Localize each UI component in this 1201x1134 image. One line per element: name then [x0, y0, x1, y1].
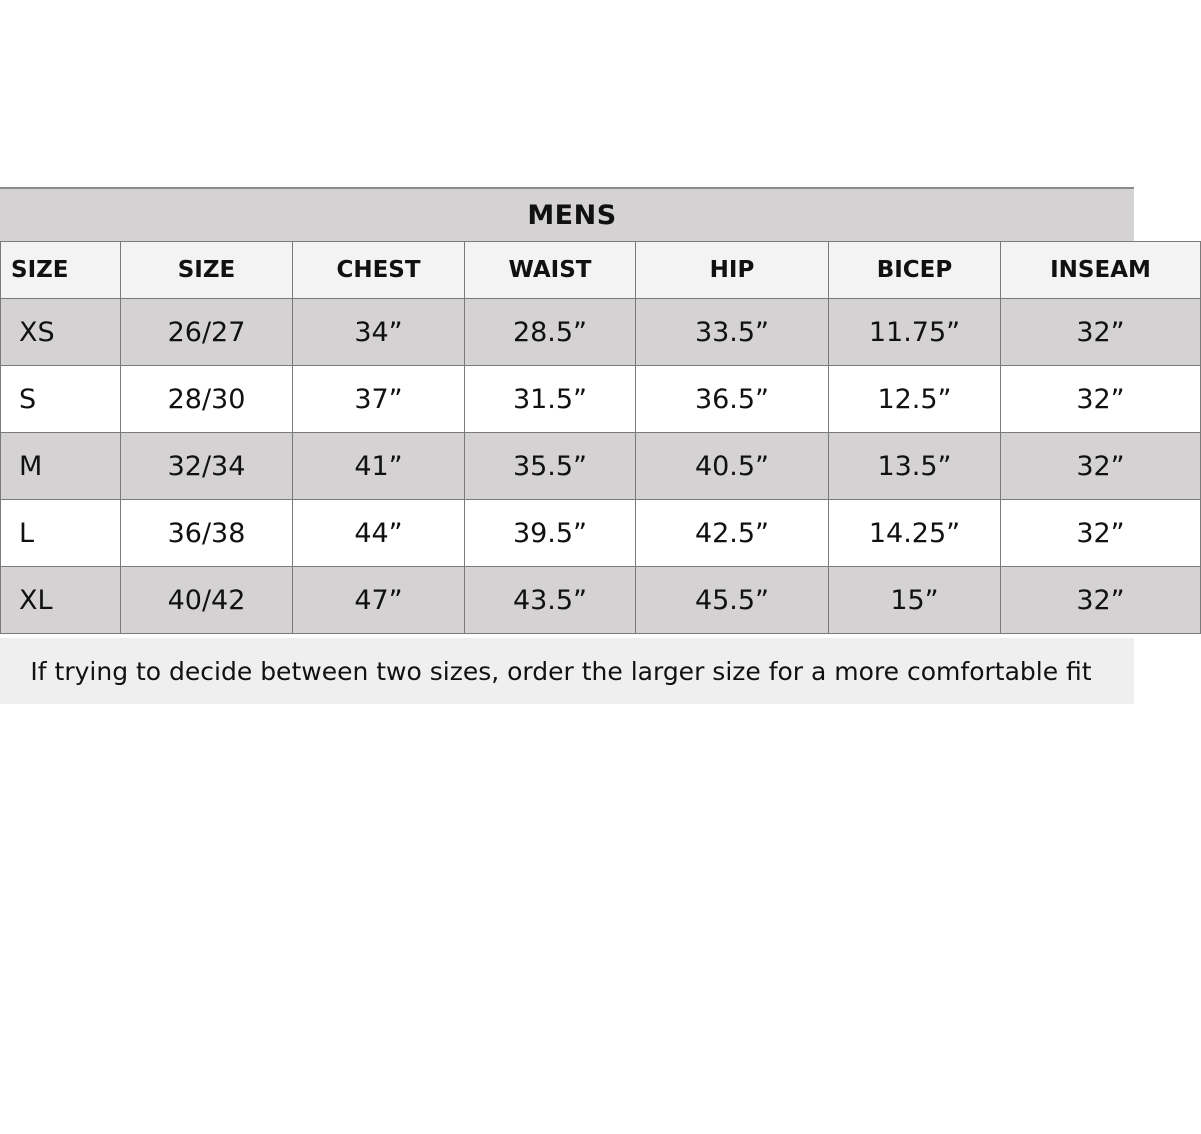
chart-title: MENS	[527, 199, 617, 231]
cell-chest: 37”	[293, 366, 465, 433]
cell-inseam: 32”	[1001, 366, 1201, 433]
cell-inseam: 32”	[1001, 433, 1201, 500]
cell-waist: 31.5”	[465, 366, 636, 433]
cell-size-numeric: 36/38	[121, 500, 293, 567]
header-bicep: BICEP	[829, 242, 1001, 299]
cell-chest: 34”	[293, 299, 465, 366]
table-row	[1, 567, 1201, 634]
header-row	[1, 242, 1201, 299]
cell-chest: 41”	[293, 433, 465, 500]
size-table	[0, 241, 1201, 634]
cell-size-label: M	[1, 433, 121, 500]
size-chart	[0, 187, 1151, 704]
cell-size-numeric: 26/27	[121, 299, 293, 366]
header-size-label: SIZE	[1, 242, 121, 299]
fit-footnote	[0, 638, 1134, 704]
cell-inseam: 32”	[1001, 299, 1201, 366]
table-row	[1, 433, 1201, 500]
cell-bicep: 13.5”	[829, 433, 1001, 500]
cell-bicep: 11.75”	[829, 299, 1001, 366]
cell-waist: 28.5”	[465, 299, 636, 366]
title-band	[0, 187, 1134, 241]
cell-inseam: 32”	[1001, 500, 1201, 567]
table-row	[1, 366, 1201, 433]
cell-size-label: S	[1, 366, 121, 433]
cell-bicep: 14.25”	[829, 500, 1001, 567]
cell-hip: 33.5”	[636, 299, 829, 366]
header-waist: WAIST	[465, 242, 636, 299]
table-row	[1, 500, 1201, 567]
cell-hip: 36.5”	[636, 366, 829, 433]
cell-chest: 47”	[293, 567, 465, 634]
cell-bicep: 12.5”	[829, 366, 1001, 433]
cell-waist: 39.5”	[465, 500, 636, 567]
cell-chest: 44”	[293, 500, 465, 567]
cell-hip: 42.5”	[636, 500, 829, 567]
cell-inseam: 32”	[1001, 567, 1201, 634]
cell-size-numeric: 28/30	[121, 366, 293, 433]
header-inseam: INSEAM	[1001, 242, 1201, 299]
cell-hip: 40.5”	[636, 433, 829, 500]
cell-hip: 45.5”	[636, 567, 829, 634]
header-hip: HIP	[636, 242, 829, 299]
cell-waist: 35.5”	[465, 433, 636, 500]
footnote-text: If trying to decide between two sizes, order the larger size for a more comfortable fit	[30, 656, 1092, 686]
header-chest: CHEST	[293, 242, 465, 299]
cell-bicep: 15”	[829, 567, 1001, 634]
cell-waist: 43.5”	[465, 567, 636, 634]
cell-size-label: XS	[1, 299, 121, 366]
cell-size-numeric: 32/34	[121, 433, 293, 500]
cell-size-label: XL	[1, 567, 121, 634]
table-row	[1, 299, 1201, 366]
header-size-numeric: SIZE	[121, 242, 293, 299]
cell-size-label: L	[1, 500, 121, 567]
cell-size-numeric: 40/42	[121, 567, 293, 634]
